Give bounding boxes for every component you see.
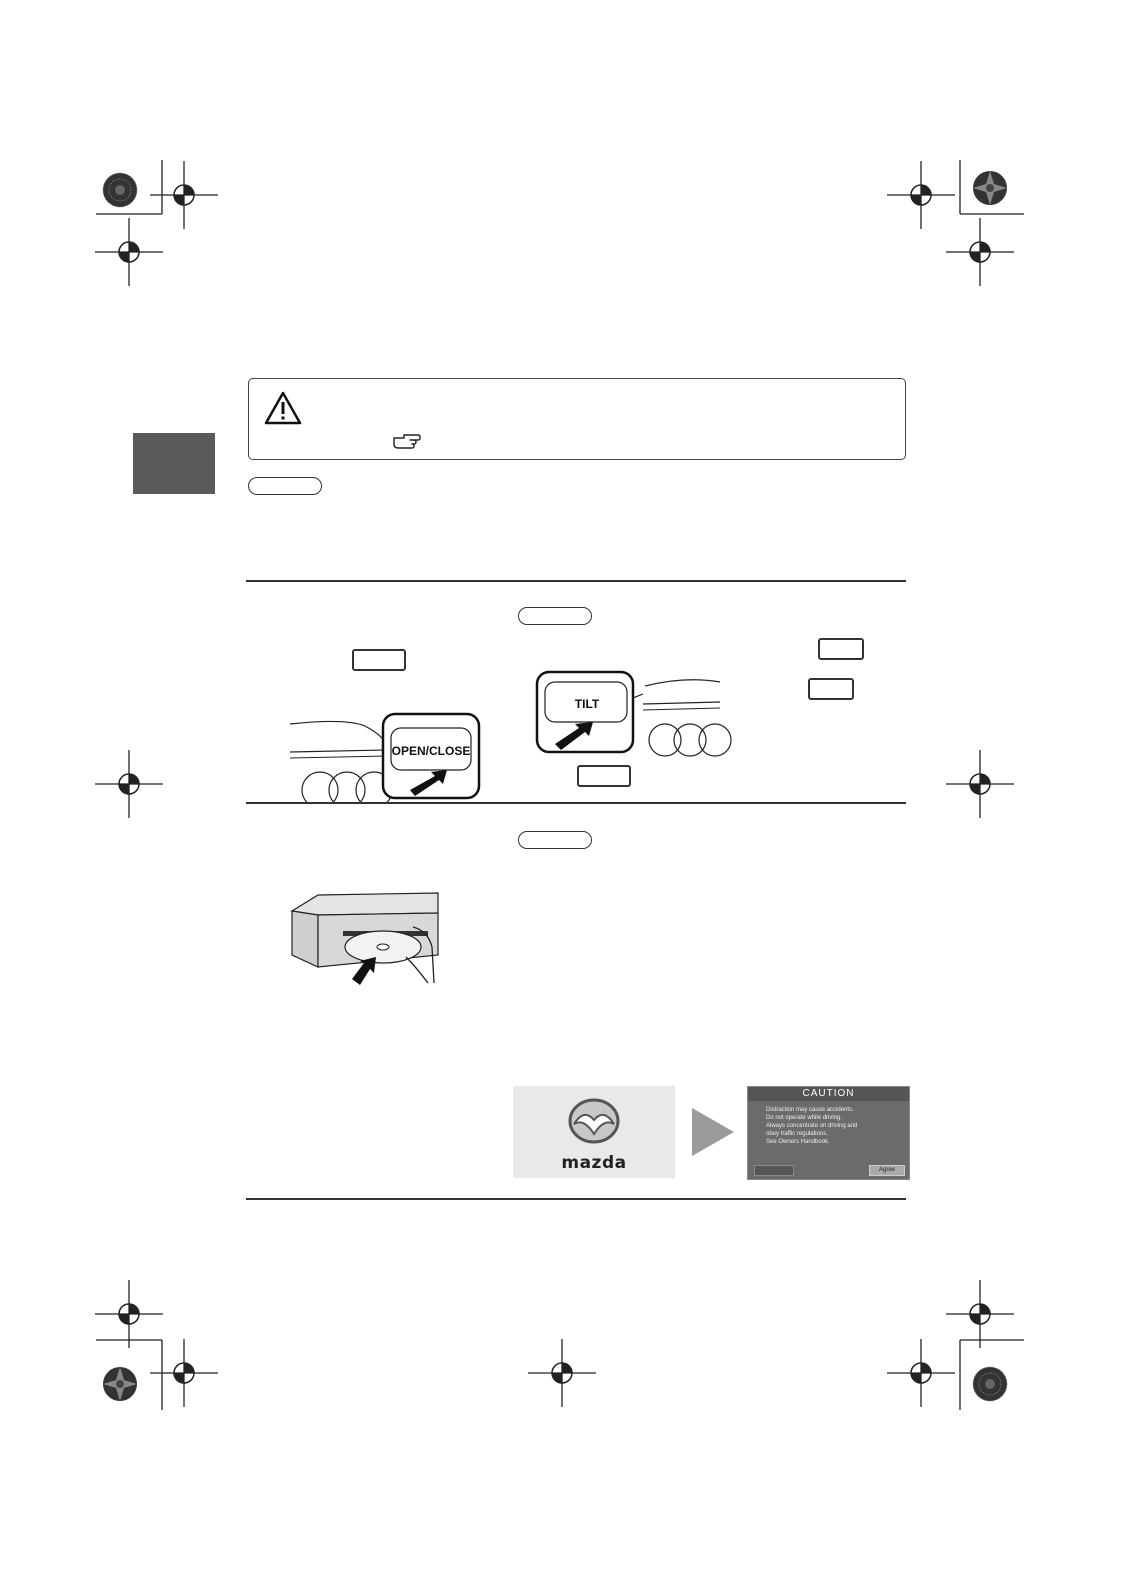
next-arrow-icon [690,1106,736,1158]
key-box-4 [577,765,631,787]
section-divider-2 [246,802,906,804]
open-close-button-label: OPEN/CLOSE [391,744,471,758]
chapter-tab [133,433,215,494]
mazda-wordmark: mazda [561,1153,627,1173]
pointing-hand-icon [392,432,422,450]
section-1-pill [518,607,592,625]
tilt-button-label: TILT [574,697,600,711]
caution-line: Distraction may cause accidents. [766,1107,854,1113]
tilt-illustration [535,670,735,760]
agree-button[interactable]: Agree [869,1165,905,1176]
caution-screen [747,1086,910,1180]
section-divider-1 [246,580,906,582]
section-2-pill [518,831,592,849]
key-box-2 [818,638,864,660]
caution-line: obey traffic regulations. [766,1131,828,1137]
section-divider-3 [246,1198,906,1200]
language-button[interactable] [754,1165,794,1176]
warning-box [248,378,906,460]
open-close-illustration [285,712,485,802]
note-pill [248,477,322,495]
caution-line: Always concentrate on driving and [766,1123,858,1129]
caution-message [748,1101,909,1146]
caution-line: See Owners Handbook. [766,1139,830,1145]
mazda-logo-icon [554,1094,634,1152]
caution-line: Do not operate while driving. [766,1115,843,1121]
disc-insert-illustration [288,887,458,987]
key-box-3 [808,678,854,700]
warning-triangle-icon [263,390,303,426]
key-box-1 [352,649,406,671]
caution-title: CAUTION [748,1087,909,1101]
